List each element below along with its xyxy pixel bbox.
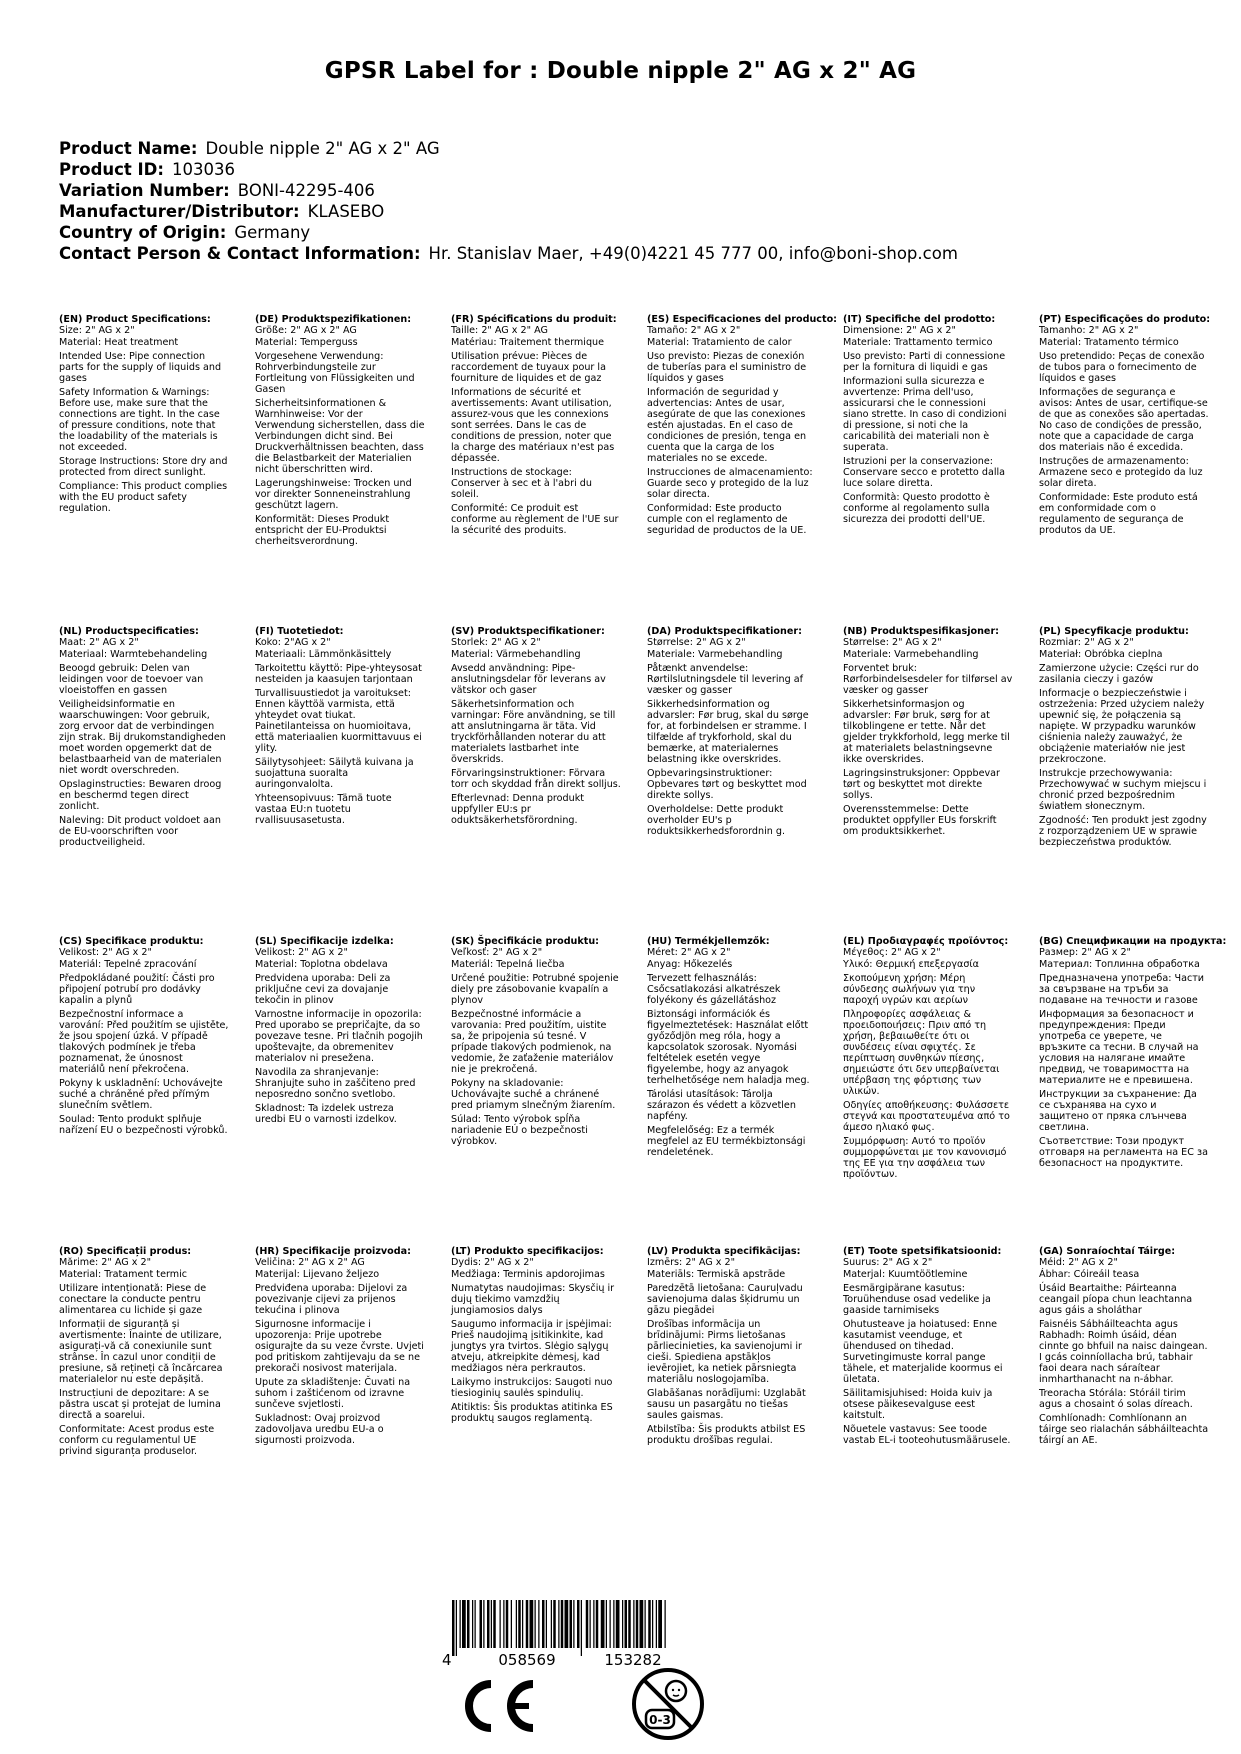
spec-size: Tamanho: 2" AG x 2" <box>1039 325 1139 336</box>
spec-paragraph: Upute za skladištenje: Čuvati na suhom i zaštićenom od izravne sunčeve svjetlosti. <box>255 1377 411 1410</box>
spec-paragraph: Material: Värmebehandling <box>451 649 581 660</box>
spec-block <box>843 626 1013 840</box>
spec-size: Størrelse: 2" AG x 2" <box>647 637 746 648</box>
spec-header: (SV) Produktspecifikationer: <box>451 626 605 637</box>
spec-paragraph: Materiał: Obróbka cieplna <box>1039 649 1163 660</box>
spec-paragraph: Uso previsto: Piezas de conexión de tuberías para el suministro de líquidos y gases <box>647 351 807 384</box>
spec-size: Mărime: 2" AG x 2" <box>59 1257 151 1268</box>
spec-paragraph: Atitiktis: Šis produktas atitinka ES produktų saugos reglamentą. <box>451 1402 613 1424</box>
spec-size: Размер: 2" AG x 2" <box>1039 947 1131 958</box>
spec-paragraph: Σκοπούμενη χρήση: Μέρη σύνδεσης σωλήνων για την παροχή υγρών και αερίων <box>843 973 976 1006</box>
spec-paragraph: Materiál: Tepelná liečba <box>451 959 565 970</box>
spec-paragraph: Materiale: Varmebehandling <box>843 649 979 660</box>
product-info <box>59 138 958 264</box>
spec-size: Storlek: 2" AG x 2" <box>451 637 541 648</box>
spec-paragraph: Material: Tratamento térmico <box>1039 337 1179 348</box>
spec-paragraph: Instrucțiuni de depozitare: A se păstra uscat și protejat de lumina directă a soarelui. <box>59 1388 221 1421</box>
barcode-bar <box>656 1600 657 1648</box>
info-row <box>59 180 958 201</box>
spec-header: (EL) Προδιαγραφές προϊόντος: <box>843 936 1009 947</box>
spec-paragraph: Sikkerhedsinformation og advarsler: Før brug, skal du sørge for, at forbindelsen er stramme. I tilfælde af trykforhold, skal du bemærke, at materialernes belastning ikke overskrides. <box>647 699 809 765</box>
barcode-bar <box>613 1600 614 1648</box>
spec-paragraph: Vorgesehene Verwendung: Rohrverbindungsteile zur Fortleitung von Flüssigkeiten und Gasen <box>255 351 415 395</box>
spec-header: (EN) Product Specifications: <box>59 314 211 325</box>
spec-block <box>843 936 1013 1183</box>
barcode-bar <box>616 1600 620 1648</box>
info-row <box>59 138 958 159</box>
info-value: KLASEBO <box>307 202 385 221</box>
spec-header: (PL) Specyfikacje produktu: <box>1039 626 1189 637</box>
spec-block <box>1039 314 1209 539</box>
spec-header: (IT) Specifiche del prodotto: <box>843 314 996 325</box>
barcode-bar <box>553 1600 556 1648</box>
barcode-bar <box>491 1600 492 1648</box>
barcode-bar <box>538 1600 539 1648</box>
spec-paragraph: Istruzioni per la conservazione: Conservare secco e protetto dalla luce solare diretta. <box>843 456 1006 489</box>
barcode-bar <box>633 1600 634 1648</box>
spec-paragraph: Οδηγίες αποθήκευσης: Φυλάσσετε στεγνά και προστατευμένα από το άμεσο ηλιακό φως. <box>843 1100 1010 1133</box>
spec-header: (GA) Sonraíochtaí Táirge: <box>1039 1246 1176 1257</box>
spec-paragraph: Материал: Топлинна обработка <box>1039 959 1200 970</box>
spec-paragraph: Compliance: This product complies with the EU product safety regulation. <box>59 481 228 514</box>
spec-size: Rozmiar: 2" AG x 2" <box>1039 637 1134 648</box>
spec-paragraph: Utilisation prévue: Pièces de raccordement de tuyaux pour la fourniture de liquides et de gaz <box>451 351 606 384</box>
barcode-bar <box>500 1600 501 1648</box>
spec-paragraph: Påtænkt anvendelse: Rørtilslutningsdele til levering af væsker og gasser <box>647 663 803 696</box>
spec-paragraph: Glabāšanas norādījumi: Uzglabāt sausu un pasargātu no tiešas saules gaismas. <box>647 1388 806 1421</box>
spec-paragraph: Predvidena uporaba: Deli za priključne cevi za dovajanje tekočin in plinov <box>255 973 391 1006</box>
spec-block <box>451 626 621 829</box>
spec-paragraph: Medžiaga: Terminis apdorojimas <box>451 1269 605 1280</box>
spec-paragraph: Materiál: Tepelné zpracování <box>59 959 197 970</box>
barcode-bar <box>518 1600 521 1648</box>
spec-paragraph: Skladnost: Ta izdelek ustreza uredbi EU o varnosti izdelkov. <box>255 1103 397 1125</box>
spec-paragraph: Saugumo informacija ir įspėjimai: Prieš naudojimą įsitikinkite, kad jungtys yra tvirtos. Slėgio sąlygų atveju, atkreipkite dėmesį, kad medžiagos nėra perkrautos. <box>451 1319 612 1374</box>
spec-size: Koko: 2"AG x 2" <box>255 637 331 648</box>
spec-paragraph: Πληροφορίες ασφάλειας & προειδοποιήσεις: Πριν από τη χρήση, βεβαιωθείτε ότι οι συνδέσεις είναι σφιχτές. Σε περίπτωση συνθηκών πίεσης, σημειώστε ότι δεν υπερβαίνεται υπέρβαση της φόρτισης των υλικών. <box>843 1009 1000 1097</box>
spec-paragraph: Overensstemmelse: Dette produktet oppfyller EUs forskrift om produktsikkerhet. <box>843 804 997 837</box>
spec-paragraph: Pokyny na skladovanie: Uchovávajte suché a chránené pred priamym slnečným žiarením. <box>451 1078 616 1111</box>
barcode-bar <box>483 1600 484 1648</box>
spec-paragraph: Paredzētā lietošana: Cauruļvadu savienojuma dalas šķidrumu un gāzu piegādei <box>647 1283 803 1316</box>
spec-paragraph: Zgodność: Ten produkt jest zgodny z rozporządzeniem UE w sprawie bezpieczeństwa produktów. <box>1039 815 1207 848</box>
spec-paragraph: Tarkoitettu käyttö: Pipe-yhteysosat nesteiden ja kaasujen tarjontaan <box>255 663 422 685</box>
barcode-bar <box>565 1600 569 1648</box>
barcode-bar <box>601 1600 605 1648</box>
spec-block <box>59 1246 229 1460</box>
spec-header: (DA) Produktspecifikationer: <box>647 626 802 637</box>
barcode-bar <box>640 1600 644 1648</box>
spec-paragraph: Säkerhetsinformation och varningar: Före användning, se till att anslutningarna är täta. Vid tryckförhållanden noterar du att materialets lastbarhet inte överskrids. <box>451 699 616 765</box>
spec-paragraph: Faisnéis Sábháilteachta agus Rabhadh: Roimh úsáid, déan cinnte go bhfuil na naisc daingean. I gcás coinníollacha brú, tabhair faoi deara nach sáraítear inmharthanacht na n-ábhar. <box>1039 1319 1208 1385</box>
spec-header: (LT) Produkto specifikacijos: <box>451 1246 604 1257</box>
spec-paragraph: Intended Use: Pipe connection parts for the supply of liquids and gases <box>59 351 222 384</box>
info-value: 103036 <box>171 160 235 179</box>
spec-paragraph: Úsáid Beartaithe: Páirteanna ceangail píopa chun leachtanna agus gáis a sholáthar <box>1039 1283 1193 1316</box>
spec-size: Suurus: 2" AG x 2" <box>843 1257 933 1268</box>
spec-block <box>255 626 425 829</box>
spec-block <box>59 936 229 1139</box>
spec-paragraph: Säilitamisjuhised: Hoida kuiv ja otsese päikesevalguse eest kaitstult. <box>843 1388 993 1421</box>
barcode-bar <box>526 1600 529 1648</box>
spec-paragraph: Instruções de armazenamento: Armazene seco e protegido da luz solar direta. <box>1039 456 1203 489</box>
spec-paragraph: Conformità: Questo prodotto è conforme al regolamento sulla sicurezza dei prodotti dell'UE. <box>843 492 990 525</box>
spec-paragraph: Sikkerhetsinformasjon og advarsler: Før bruk, sørg for at tilkoblingene er tette. Når det gjelder trykkforhold, legg merke til at materialets belastningsevne ikke overskrides. <box>843 699 1010 765</box>
spec-paragraph: Určené použitie: Potrubné spojenie diely pre zásobovanie kvapalín a plynov <box>451 973 619 1006</box>
spec-paragraph: Safety Information & Warnings: Before use, make sure that the connections are tight. In the case of pressure conditions, note that the loadability of the materials is not exceeded. <box>59 387 220 453</box>
barcode-bar <box>636 1600 639 1648</box>
spec-paragraph: Informations de sécurité et avertissements: Avant utilisation, assurez-vous que les connexions sont serrées. Dans le cas de conditions de pression, noter que la charge des matériaux n'est pas dépassée. <box>451 387 615 464</box>
spec-size: Taille: 2" AG x 2" AG <box>451 325 548 336</box>
info-value: Germany <box>234 223 311 242</box>
spec-paragraph: Drošības informācija un brīdinājumi: Pirms lietošanas pārliecinieties, ka savienojumi ir cieši. Spiediena apstākļos ievērojiet, ka netiek pārsniegta materiālu noslogojamība. <box>647 1319 802 1385</box>
barcode-bar <box>522 1600 523 1648</box>
spec-paragraph: Conformidad: Este producto cumple con el reglamento de seguridad de productos de la UE. <box>647 503 807 536</box>
spec-size: Méret: 2" AG x 2" <box>647 947 731 958</box>
spec-paragraph: Instructions de stockage: Conserver à sec et à l'abri du soleil. <box>451 467 592 500</box>
spec-paragraph: Información de seguridad y advertencias: Antes de usar, asegúrate de que las conexiones estén ajustadas. En el caso de condiciones de presión, tenga en cuenta que la carga de los materiales no se excede. <box>647 387 807 464</box>
spec-paragraph: Informacje o bezpieczeństwie i ostrzeżenia: Przed użyciem należy upewnić się, że połączenia są napięte. W przypadku warunków ciśnienia należy zauważyć, że obciążenie materiałów nie jest przekroczone. <box>1039 688 1205 765</box>
spec-paragraph: Yhteensopivuus: Tämä tuote vastaa EU:n tuotetu rvallisuusasetusta. <box>255 793 392 826</box>
spec-paragraph: Sigurnosne informacije i upozorenja: Prije upotrebe osigurajte da su veze čvrste. Uvjeti pod pritiskom zahtijevaju da se ne prekorači nosivost materijala. <box>255 1319 424 1374</box>
spec-paragraph: Zamierzone użycie: Części rur do zasilania cieczy i gazów <box>1039 663 1199 685</box>
spec-paragraph: Tárolási utasítások: Tárolja szárazon és védett a közvetlen napfény. <box>647 1089 796 1122</box>
barcode-bar <box>665 1600 666 1648</box>
spec-paragraph: Avsedd användning: Pipe-anslutningsdelar för leverans av vätskor och gaser <box>451 663 606 696</box>
spec-header: (CS) Specifikace produktu: <box>59 936 204 947</box>
spec-block <box>1039 936 1227 1172</box>
info-value: Hr. Stanislav Maer, +49(0)4221 45 777 00, info@boni-shop.com <box>428 244 958 263</box>
spec-paragraph: Предназначена употреба: Части за свързване на тръби за подаване на течности и газове <box>1039 973 1205 1006</box>
spec-block <box>843 314 1013 528</box>
spec-header: (ES) Especificaciones del producto: <box>647 314 838 325</box>
spec-block <box>255 936 425 1128</box>
spec-paragraph: Opslaginstructies: Bewaren droog en beschermd tegen direct zonlicht. <box>59 779 222 812</box>
spec-paragraph: Ábhar: Cóireáil teasa <box>1039 1269 1140 1280</box>
barcode-left-group: 058569 <box>498 1651 556 1669</box>
spec-paragraph: Ohutusteave ja hoiatused: Enne kasutamist veenduge, et ühendused on tihedad. Survetingimuste korral pange tähele, et materjalide koormus ei ületata. <box>843 1319 1003 1385</box>
barcode-bar <box>516 1600 517 1648</box>
spec-paragraph: Efterlevnad: Denna produkt uppfyller EU:s pr oduktsäkerhetsförordning. <box>451 793 585 826</box>
spec-paragraph: Veiligheidsinformatie en waarschuwingen: Voor gebruik, zorg ervoor dat de verbindingen zijn strak. Bij drukomstandigheden moet worden opgemerkt dat de belastbaarheid van de materialen niet wordt overschreden. <box>59 699 226 776</box>
info-label: Manufacturer/Distributor: <box>59 202 300 221</box>
spec-header: (LV) Produkta specifikācijas: <box>647 1246 801 1257</box>
barcode-bar <box>610 1600 611 1648</box>
spec-paragraph: Съответствие: Този продукт отговаря на регламента на ЕС за безопасност на продуктите. <box>1039 1136 1208 1169</box>
age-label: 0-3 <box>649 1713 671 1727</box>
barcode-bar <box>503 1600 504 1648</box>
spec-size: Velikost: 2" AG x 2" <box>59 947 152 958</box>
spec-paragraph: Comhlíonadh: Comhlíonann an táirge seo rialachán sábháilteachta táirgí an AE. <box>1039 1413 1209 1446</box>
barcode-bar <box>622 1600 623 1648</box>
spec-block <box>1039 626 1209 851</box>
barcode-bar <box>648 1600 651 1648</box>
barcode-bar <box>625 1600 628 1648</box>
spec-paragraph: Συμμόρφωση: Αυτό το προϊόν συμμορφώνεται με τον κανονισμό της ΕΕ για την ασφάλεια των προϊόντων. <box>843 1136 1007 1180</box>
spec-paragraph: Turvallisuustiedot ja varoitukset: Ennen käyttöä varmista, että yhteydet ovat tiukat. Painetilanteissa on huomioitava, että materiaalien kuormittavuus ei ylity. <box>255 688 422 754</box>
spec-block <box>1039 1246 1209 1449</box>
spec-paragraph: Materiale: Varmebehandling <box>647 649 783 660</box>
spec-paragraph: Materiāls: Termiskā apstrāde <box>647 1269 786 1280</box>
spec-header: (PT) Especificações do produto: <box>1039 314 1211 325</box>
info-value: BONI-42295-406 <box>237 181 375 200</box>
spec-paragraph: Opbevaringsinstruktioner: Opbevares tørt og beskyttet mod direkte sollys. <box>647 768 807 801</box>
spec-paragraph: Instrucciones de almacenamiento: Guarde seco y protegido de la luz solar directa. <box>647 467 813 500</box>
spec-size: Veličina: 2" AG x 2" AG <box>255 1257 365 1268</box>
spec-paragraph: Förvaringsinstruktioner: Förvara torr och skyddad från direkt solljus. <box>451 768 621 790</box>
spec-paragraph: Bezpečnostní informace a varování: Před použitím se ujistěte, že jsou spojení úzká. V případě tlakových podmínek je třeba poznamenat, že únosnost materiálů není překročena. <box>59 1009 229 1075</box>
spec-paragraph: Sukladnost: Ovaj proizvod zadovoljava uredbu EU-a o sigurnosti proizvoda. <box>255 1413 384 1446</box>
barcode-bar <box>586 1600 589 1648</box>
info-label: Country of Origin: <box>59 223 227 242</box>
spec-size: Dydis: 2" AG x 2" <box>451 1257 534 1268</box>
barcode-bar <box>570 1600 573 1648</box>
spec-paragraph: Uso pretendido: Peças de conexão de tubos para o fornecimento de líquidos e gases <box>1039 351 1205 384</box>
spec-paragraph: Naleving: Dit product voldoet aan de EU-voorschriften voor productveiligheid. <box>59 815 221 848</box>
spec-paragraph: Forventet bruk: Rørforbindelsesdeler for tilførsel av væsker og gasser <box>843 663 1013 696</box>
spec-block <box>59 314 229 517</box>
spec-paragraph: Informazioni sulla sicurezza e avvertenze: Prima dell'uso, assicurarsi che le connessioni siano strette. In caso di condizioni di pressione, si noti che la caricabilità dei materiali non è superata. <box>843 376 1007 453</box>
spec-size: Izmērs: 2" AG x 2" <box>647 1257 736 1268</box>
spec-paragraph: Biztonsági információk és figyelmeztetések: Használat előtt győződjön meg róla, hogy a kapcsolatok szorosak. Nyomási feltételek esetén vegye figyelembe, hogy az anyagok terhelhetősége nem haladja meg. <box>647 1009 810 1086</box>
spec-size: Maat: 2" AG x 2" <box>59 637 139 648</box>
spec-block <box>647 314 838 539</box>
spec-paragraph: Atbilstība: Šis produkts atbilst ES produktu drošības regulai. <box>647 1424 806 1446</box>
spec-header: (FI) Tuotetiedot: <box>255 626 344 637</box>
info-label: Variation Number: <box>59 181 230 200</box>
barcode-bar <box>596 1600 599 1648</box>
spec-paragraph: Anyag: Hőkezelés <box>647 959 733 970</box>
spec-header: (HR) Specifikacije proizvoda: <box>255 1246 411 1257</box>
spec-size: Veľkosť: 2" AG x 2" <box>451 947 543 958</box>
spec-block <box>647 626 817 840</box>
info-row <box>59 159 958 180</box>
barcode-bar <box>506 1600 509 1648</box>
barcode-bar <box>593 1600 594 1648</box>
spec-size: Méid: 2" AG x 2" <box>1039 1257 1118 1268</box>
spec-paragraph: Materiale: Trattamento termico <box>843 337 993 348</box>
barcode-bar <box>452 1600 455 1656</box>
spec-block <box>59 626 229 851</box>
spec-header: (ET) Toote spetsifikatsioonid: <box>843 1246 1002 1257</box>
barcode-right-group: 153282 <box>604 1651 662 1669</box>
spec-paragraph: Instrukcje przechowywania: Przechowywać w suchym miejscu i chronić przed bezpośrednim światłem słonecznym. <box>1039 768 1207 812</box>
barcode-bar <box>467 1600 470 1648</box>
barcode-bar <box>460 1600 461 1648</box>
spec-paragraph: Material: Heat treatment <box>59 337 179 348</box>
spec-size: Velikost: 2" AG x 2" <box>255 947 348 958</box>
spec-block <box>255 1246 425 1449</box>
spec-paragraph: Materiaali: Lämmönkäsittely <box>255 649 392 660</box>
spec-paragraph: Soulad: Tento produkt splňuje nařízení EU o bezpečnosti výrobků. <box>59 1114 228 1136</box>
barcode-bar <box>487 1600 490 1648</box>
ean-barcode <box>438 1600 724 1672</box>
barcode-bar <box>535 1600 536 1648</box>
barcode-bar <box>658 1600 662 1648</box>
spec-header: (SK) Špecifikácie produktu: <box>451 936 600 947</box>
barcode-bar <box>652 1600 653 1648</box>
spec-paragraph: Numatytas naudojimas: Skysčių ir dujų tiekimo vamzdžių jungiamosios dalys <box>451 1283 615 1316</box>
barcode-bar <box>542 1600 545 1648</box>
spec-paragraph: Informații de siguranță și avertismente: Înainte de utilizare, asigurați-vă că conexiunile sunt strânse. În cazul unor condiții de presiune, să rețineți că încărcarea materialelor nu este depășită. <box>59 1319 223 1385</box>
spec-paragraph: Předpokládané použití: Části pro připojení potrubí pro dodávky kapalin a plynů <box>59 973 215 1006</box>
barcode-bar <box>581 1600 582 1656</box>
spec-block <box>647 1246 817 1449</box>
spec-paragraph: Varnostne informacije in opozorila: Pred uporabo se prepričajte, da so povezave tesne. Pri tlačnih pogojih upoštevajte, da obremenitev materialov ni presežena. <box>255 1009 423 1064</box>
barcode-bar <box>558 1600 559 1648</box>
spec-block <box>451 1246 621 1427</box>
spec-size: Tamaño: 2" AG x 2" <box>647 325 741 336</box>
spec-paragraph: Uso previsto: Parti di connessione per la fornitura di liquidi e gas <box>843 351 1006 373</box>
spec-header: (FR) Spécifications du produit: <box>451 314 617 325</box>
spec-paragraph: Nõuetele vastavus: See toode vastab EL-i tooteohutusmäärusele. <box>843 1424 1011 1446</box>
spec-paragraph: Treoracha Stórála: Stóráil tirim agus a chosaint ó solas díreach. <box>1039 1388 1193 1410</box>
barcode-bar <box>606 1600 607 1648</box>
spec-block <box>647 936 817 1161</box>
barcode-bar <box>530 1600 534 1648</box>
spec-header: (NL) Productspecificaties: <box>59 626 199 637</box>
spec-paragraph: Overholdelse: Dette produkt overholder EU's p roduktsikkerhedsforordnin g. <box>647 804 786 837</box>
spec-paragraph: Konformität: Dieses Produkt entspricht der EU-Produktsi cherheitsverordnung. <box>255 514 390 547</box>
spec-block <box>451 314 621 539</box>
ce-mark-icon <box>455 1676 537 1736</box>
barcode-bar <box>628 1600 631 1648</box>
spec-paragraph: Material: Toplotna obdelava <box>255 959 388 970</box>
spec-header: (RO) Specificații produs: <box>59 1246 192 1257</box>
spec-paragraph: Conformitate: Acest produs este conform cu regulamentul UE privind siguranța produselor. <box>59 1424 215 1457</box>
barcode-bar <box>462 1600 466 1648</box>
barcode-bar <box>480 1600 483 1648</box>
spec-size: Size: 2" AG x 2" <box>59 325 135 336</box>
spec-paragraph: Conformidade: Este produto está em conformidade com o regulamento de segurança de produtos da UE. <box>1039 492 1198 536</box>
spec-paragraph: Storage Instructions: Store dry and protected from direct sunlight. <box>59 456 228 478</box>
spec-paragraph: Laikymo instrukcijos: Saugoti nuo tiesioginių saulės spindulių. <box>451 1377 613 1399</box>
spec-size: Μέγεθος: 2" AG x 2" <box>843 947 941 958</box>
not-suitable-under-3-icon <box>630 1666 706 1742</box>
barcode-bar <box>475 1600 476 1648</box>
barcode-bar <box>561 1600 564 1648</box>
info-value: Double nipple 2" AG x 2" AG <box>205 139 440 158</box>
barcode-bar <box>493 1600 496 1648</box>
spec-block <box>843 1246 1013 1449</box>
spec-paragraph: Matériau: Traitement thermique <box>451 337 605 348</box>
barcode-bar <box>472 1600 473 1648</box>
info-label: Contact Person & Contact Information: <box>59 244 421 263</box>
spec-paragraph: Súlad: Tento výrobok spĺňa nariadenie EÚ o bezpečnosti výrobkov. <box>451 1114 588 1147</box>
spec-paragraph: Tervezett felhasználás: Csőcsatlakozási alkatrészek folyékony és gázellátáshoz <box>647 973 781 1006</box>
spec-paragraph: Material: Temperguss <box>255 337 358 348</box>
spec-paragraph: Säilytysohjeet: Säilytä kuivana ja suojattuna suoralta auringonvalolta. <box>255 757 414 790</box>
spec-paragraph: Navodila za shranjevanje: Shranjujte suho in zaščiteno pred neposredno sončno svetlobo. <box>255 1067 416 1100</box>
spec-paragraph: Инструкции за съхранение: Да се съхранява на сухо и защитено от пряка слънчева светлина. <box>1039 1089 1197 1133</box>
barcode-bar <box>573 1600 574 1648</box>
spec-paragraph: Lagerungshinweise: Trocken und vor direkter Sonneneinstrahlung geschützt lagern. <box>255 478 412 511</box>
spec-paragraph: Predviđena uporaba: Dijelovi za povezivanje cijevi za prijenos tekućina i plinova <box>255 1283 408 1316</box>
spec-paragraph: Lagringsinstruksjoner: Oppbevar tørt og beskyttet mot direkte sollys. <box>843 768 1000 801</box>
spec-header: (SL) Specifikacije izdelka: <box>255 936 394 947</box>
barcode-first-digit: 4 <box>442 1651 452 1669</box>
spec-paragraph: Materijal: Lijevano željezo <box>255 1269 380 1280</box>
spec-header: (DE) Produktspezifikationen: <box>255 314 412 325</box>
barcode-bar <box>590 1600 591 1648</box>
barcode-bar <box>546 1600 547 1648</box>
spec-paragraph: Utilizare intenționată: Piese de conectare la conducte pentru alimentarea cu lichide și gaze <box>59 1283 207 1316</box>
spec-paragraph: Bezpečnostné informácie a varovania: Pred použitím, uistite sa, že pripojenia sú tesné. V prípade tlakových podmienok, na vedomie, že zaťaženie materiálov nie je prekročená. <box>451 1009 614 1075</box>
spec-paragraph: Informações de segurança e avisos: Antes de usar, certifique-se de que as conexões são apertadas. No caso de condições de pressão, note que a capacidade de carga dos materiais não é excedida. <box>1039 387 1209 453</box>
info-row <box>59 222 958 243</box>
spec-block <box>451 936 621 1150</box>
spec-paragraph: Eesmärgipärane kasutus: Toruühenduse osad vedelike ja gaaside tarnimiseks <box>843 1283 991 1316</box>
info-label: Product Name: <box>59 139 198 158</box>
spec-paragraph: Sicherheitsinformationen & Warnhinweise: Vor der Verwendung sicherstellen, dass die Verbindungen dicht sind. Bei Druckverhältnissen beachten, dass die Belastbarkeit der Materialien nicht überschritten wird. <box>255 398 425 475</box>
spec-header: (HU) Termékjellemzők: <box>647 936 770 947</box>
info-row <box>59 243 958 264</box>
spec-header: (BG) Спецификации на продукта: <box>1039 936 1227 947</box>
spec-block <box>255 314 425 550</box>
info-row <box>59 201 958 222</box>
info-label: Product ID: <box>59 160 164 179</box>
spec-paragraph: Materjal: Kuumtöötlemine <box>843 1269 968 1280</box>
barcode-bar <box>551 1600 552 1648</box>
spec-paragraph: Material: Tratamiento de calor <box>647 337 792 348</box>
barcode-bar <box>511 1600 512 1648</box>
spec-paragraph: Информация за безопасност и предупреждения: Преди употреба се уверете, че връзките са тесни. В случай на условия на налягане имайте предвид, че товаримостта на материалите не е превишена. <box>1039 1009 1199 1086</box>
spec-size: Dimensione: 2" AG x 2" <box>843 325 956 336</box>
spec-paragraph: Beoogd gebruik: Delen van leidingen voor de toevoer van vloeistoffen en gassen <box>59 663 204 696</box>
barcode-bar <box>645 1600 646 1648</box>
barcode-bar <box>577 1600 580 1648</box>
spec-size: Størrelse: 2" AG x 2" <box>843 637 942 648</box>
spec-size: Größe: 2" AG x 2" AG <box>255 325 357 336</box>
barcode-bar <box>456 1600 457 1656</box>
spec-paragraph: Materiaal: Warmtebehandeling <box>59 649 208 660</box>
page-title: GPSR Label for : Double nipple 2" AG x 2" AG <box>324 58 917 84</box>
spec-paragraph: Megfelelőség: Ez a termék megfelel az EU termékbiztonsági rendeletének. <box>647 1125 806 1158</box>
spec-paragraph: Pokyny k uskladnění: Uchovávejte suché a chráněné před přímým slunečním světlem. <box>59 1078 223 1111</box>
spec-header: (NB) Produktspesifikasjoner: <box>843 626 1000 637</box>
spec-paragraph: Conformité: Ce produit est conforme au règlement de l'UE sur la sécurité des produits. <box>451 503 619 536</box>
spec-paragraph: Material: Tratament termic <box>59 1269 188 1280</box>
spec-paragraph: Υλικό: Θερμική επεξεργασία <box>843 959 979 970</box>
